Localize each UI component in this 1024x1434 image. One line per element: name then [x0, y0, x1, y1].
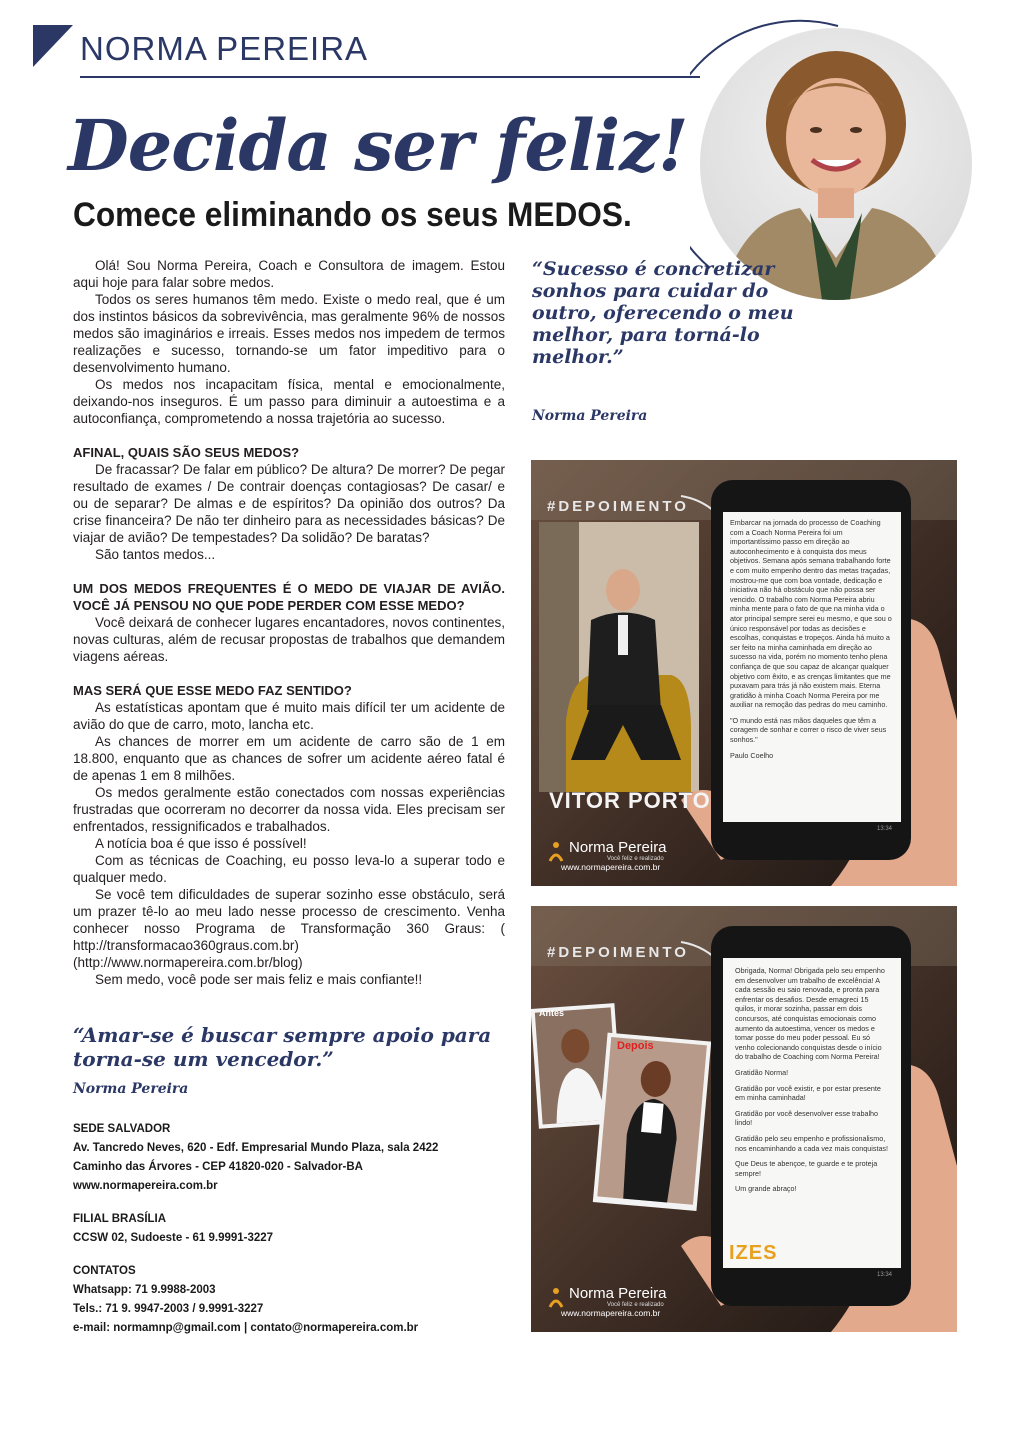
paragraph: De fracassar? De falar em público? De altura? De morrer? De pegar resultado de exames / De contrair doenças contagiosas? De casar/ e ou de separar? De almas e de espíritos? Da opinião dos outros? Da crise financeira? De não ter dinheiro para as necessidades básicas? De viajar de avião? De tempestades? Da solidão? De baratas? — [73, 462, 505, 545]
phone-screen — [723, 958, 901, 1268]
pull-quote-bottom: “Amar-se é buscar sempre apoio para torna-se um vencedor.” — [73, 1023, 492, 1071]
website-link[interactable]: www.normapereira.com.br — [73, 1180, 218, 1192]
paragraph: Você deixará de conhecer lugares encantadores, novos continentes, novas culturas, além de recusar propostas de trabalhos que demandem viagens aéreas. — [73, 615, 505, 664]
brand-tagline: Você feliz e realizado — [607, 1302, 664, 1308]
sede-title: SEDE SALVADOR — [73, 1123, 171, 1135]
hashtag-label: #DEPOIMENTO — [547, 944, 689, 961]
pull-quote-author: Norma Pereira — [532, 408, 648, 424]
testimonial-card-vitor — [531, 460, 957, 886]
pull-quote-bottom-author: Norma Pereira — [73, 1081, 189, 1097]
phone-screen — [723, 512, 901, 822]
paragraph: Se você tem dificuldades de superar sozinho esse obstáculo, será um prazer tê-lo ao meu lado nesse processo de crescimento. Venha conhecer nosso Programa de Transformação 360 Graus: ( http://transformacao360graus.com.br) (http://www.normapereira.com.br/blog) — [73, 887, 505, 970]
paragraph: Olá! Sou Norma Pereira, Coach e Consultora de imagem. Estou aqui hoje para falar sobre medos. — [73, 258, 505, 290]
brand-tagline: Você feliz e realizado — [607, 856, 664, 862]
contatos-title: CONTATOS — [73, 1265, 136, 1277]
testimonial-card-izes — [531, 906, 957, 1332]
brand-logo — [547, 839, 667, 872]
brand-mark-icon — [547, 1287, 565, 1309]
testimonial-line: Gratidão pelo seu empenho e profissionalismo, nos encaminhando a cada vez mais conquistas! — [735, 1133, 889, 1153]
filial-title: FILIAL BRASÍLIA — [73, 1213, 167, 1225]
phone-time: 13:34 — [877, 1272, 893, 1278]
contact-block — [73, 1120, 513, 1338]
after-label: Depois — [617, 1040, 654, 1052]
phone-time: 13:34 — [877, 826, 893, 832]
page-subtitle: Comece eliminando os seus MEDOS. — [73, 196, 632, 234]
hashtag-label: #DEPOIMENTO — [547, 498, 689, 515]
article-body — [73, 257, 505, 988]
paragraph: Todos os seres humanos têm medo. Existe o medo real, que é um dos instintos básicos da sobrevivência, mas geralmente 96% de nossos medos são imaginários e irreais. Esses medos nos impedem de termos realizações e sucesso, tornando-se um fator impeditivo para o desenvolvimento humano. — [73, 292, 505, 375]
paragraph: A notícia boa é que isso é possível! — [95, 836, 307, 851]
testimonial-line: Gratidão por você desenvolver esse trabalho lindo! — [735, 1108, 879, 1128]
phone-numbers: Tels.: 71 9. 9947-2003 / 9.9991-3227 — [73, 1303, 264, 1315]
paragraph: Sem medo, você pode ser mais feliz e mais confiante!! — [95, 972, 423, 987]
paragraph: As estatísticas apontam que é muito mais difícil ter um acidente de avião do que de carro, moto, lancha etc. — [73, 700, 505, 732]
testimonial-quote-author: Paulo Coelho — [730, 750, 774, 760]
section-heading: UM DOS MEDOS FREQUENTES É O MEDO DE VIAJAR DE AVIÃO. VOCÊ JÁ PENSOU NO QUE PODE PERDER COM ESSE MEDO? — [73, 581, 505, 613]
brand-name: Norma Pereira — [569, 839, 667, 856]
testimonial-line: Um grande abraço! — [735, 1184, 797, 1194]
paragraph: São tantos medos... — [95, 547, 216, 562]
sede-address-line1: Av. Tancredo Neves, 620 - Edf. Empresarial Mundo Plaza, sala 2422 — [73, 1142, 439, 1154]
section-heading: AFINAL, QUAIS SÃO SEUS MEDOS? — [73, 445, 300, 460]
sede-address-line2: Caminho das Árvores - CEP 41820-020 - Salvador-BA — [73, 1161, 363, 1173]
header-rule — [80, 76, 700, 78]
testimonial-line: Gratidão Norma! — [735, 1067, 789, 1077]
email-addresses[interactable]: e-mail: normamnp@gmail.com | contato@normapereira.com.br — [73, 1322, 419, 1334]
page-title: Decida ser feliz! — [68, 104, 688, 187]
brand-name: Norma Pereira — [569, 1285, 667, 1302]
filial-address: CCSW 02, Sudoeste - 61 9.9991-3227 — [73, 1232, 274, 1244]
brand-mark-icon — [547, 841, 565, 863]
paragraph: As chances de morrer em um acidente de carro são de 1 em 18.800, enquanto que as chances de sofrer um acidente aéreo fatal é de apenas 1 em 8 milhões. — [73, 734, 505, 783]
brand-url: www.normapereira.com.br — [561, 1308, 661, 1318]
testimonial-text: Embarcar na jornada do processo de Coaching com a Coach Norma Pereira foi um importantíssimo passo em direção ao autoconhecimento e à conquista dos meus objetivos. Semana após semana trabalhando forte e com muito empenho dentro das metas traçadas, mostrou-me que com boa vontade, dedicação e iniciativa não há obstáculo que não possa ser vencido. O trabalho com Norma Pereira abriu minha mente para o fato de que na minha vida o ator principal sempre serei eu mesmo, e que sou o único responsável por todas as decisões e escolhas, conquistas e tropeços. Ainda há muito a ser feito na minha caminhada em direção ao sucesso na vida, porém no momento tenho plena confiança de que sou capaz de alcançar qualquer objetivo com êxito, e as crenças limitantes que me puxavam para trás já não existem mais. Eterna gratidão à minha Coach Norma Pereira por me auxiliar na remoção das pedras do meu caminho. — [730, 518, 892, 710]
client-name: IZES — [729, 1242, 778, 1264]
testimonial-line: Gratidão por você existir, e por estar presente em minha caminhada! — [735, 1083, 881, 1103]
testimonial-quote: "O mundo está nas mãos daqueles que têm a coragem de sonhar e correr o risco de viver seus sonhos." — [730, 715, 887, 745]
author-header: NORMA PEREIRA — [80, 30, 369, 67]
testimonial-line: Que Deus te abençoe, te guarde e te proteja sempre! — [735, 1159, 878, 1178]
brand-logo — [547, 1285, 667, 1318]
section-heading: MAS SERÁ QUE ESSE MEDO FAZ SENTIDO? — [73, 683, 352, 698]
paragraph: Com as técnicas de Coaching, eu posso leva-lo a superar todo e qualquer medo. — [73, 853, 505, 885]
client-name: VITOR PORTO — [549, 788, 711, 813]
pull-quote: “Sucesso é concretizar sonhos para cuidar do outro, oferecendo o meu melhor, para torná-lo melhor.” — [532, 258, 794, 368]
brand-url: www.normapereira.com.br — [561, 862, 661, 872]
testimonial-text: Obrigada, Norma! Obrigada pelo seu empenho em desenvolver um trabalho de excelência! A cada sessão eu saio renovada, e pronta para enfrentar os desafios. Desde emagreci 15 quilos, ir morar sozinha, passar em dois concursos, até conquistas emocionais como aumento da autoestima, vencer os medos e tomar posse do meu poder pessoal. Eu só venho colecionando conquistas desde o início do trabalho de Coaching com Norma Pereira! — [735, 966, 885, 1062]
paragraph: Os medos nos incapacitam física, mental e emocionalmente, deixando-nos inseguros. É um passo para diminuir a autoestima e a autoconfiança, comprometendo a nossa trajetória ao sucesso. — [73, 377, 505, 426]
header-triangle — [33, 25, 73, 67]
whatsapp-number: Whatsapp: 71 9.9988-2003 — [73, 1284, 216, 1296]
paragraph: Os medos geralmente estão conectados com nossas experiências frustradas que ocorreram no decorrer da nossa vida. Eles precisam ser enfrentados, ressignificados e trabalhados. — [73, 785, 505, 834]
before-label: Antes — [539, 1008, 565, 1018]
